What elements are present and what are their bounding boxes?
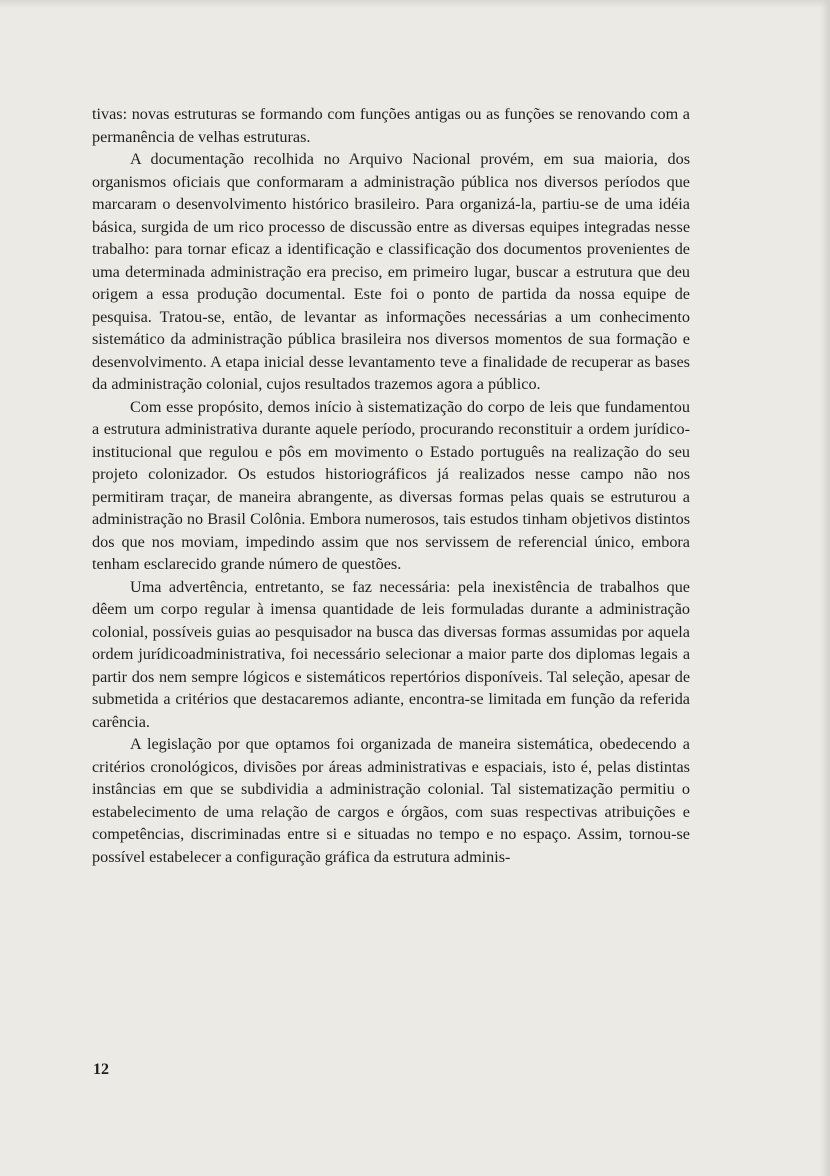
paragraph-purpose: Com esse propósito, demos início à sistematização do corpo de leis que fundamentou a estrutura administrativa durante aquele período, procurando reconstituir a ordem jurídico-institucional que regulou e pôs em movimento o Estado português na realização do seu projeto colonizador. Os estudos historiográficos já realizados nesse campo não nos permitiram traçar, de maneira abrangente, as diversas formas pelas quais se estruturou a administração no Brasil Colônia. Embora numerosos, tais estudos tinham objetivos distintos dos que nos moviam, impedindo assim que nos servissem de referencial único, embora tenham esclarecido grande número de questões. <box>92 397 690 573</box>
page-number: 12 <box>93 1061 109 1078</box>
paragraph-documentation: A documentação recolhida no Arquivo Nacional provém, em sua maioria, dos organismos oficiais que conformaram a administração pública nos diversos períodos que marcaram o desenvolvimento histórico brasileiro. Para organizá-la, partiu-se de uma idéia básica, surgida de um rico processo de discussão entre as diversas equipes integradas nesse trabalho: para tornar eficaz a identificação e classificação dos documentos provenientes de uma determinada administração era preciso, em primeiro lugar, buscar a estrutura que deu origem a essa produção documental. Este foi o ponto de partida da nossa equipe de pesquisa. Tratou-se, então, de levantar as informações necessárias a um conhecimento sistemático da administração pública brasileira nos diversos momentos de sua formação e desenvolvimento. A etapa inicial desse levantamento teve a finalidade de recuperar as bases da administração colonial, cujos resultados trazemos agora a público. <box>92 150 690 393</box>
paragraph-warning: Uma advertência, entretanto, se faz necessária: pela inexistência de trabalhos que dêem um corpo regular à imensa quantidade de leis formuladas durante a administração colonial, possíveis guias ao pesquisador na busca das diversas formas assumidas por aquela ordem jurídicoadministrativa, foi necessário selecionar a maior parte dos diplomas legais a partir dos nem sempre lógicos e sistemáticos repertórios disponíveis. Tal seleção, apesar de submetida a critérios que destacaremos adiante, encontra-se limitada em função da referida carência. <box>92 577 690 731</box>
body-text <box>92 103 690 868</box>
page-shadow-top <box>0 0 830 8</box>
paragraph-continuation: tivas: novas estruturas se formando com funções antigas ou as funções se renovando com a permanência de velhas estruturas. <box>92 105 690 146</box>
paragraph-legislation: A legislação por que optamos foi organizada de maneira sistemática, obedecendo a critérios cronológicos, divisões por áreas administrativas e espaciais, isto é, pelas distintas instâncias em que se subdividia a administração colonial. Tal sistematização permitiu o estabelecimento de uma relação de cargos e órgãos, com suas respectivas atribuições e competências, discriminadas entre si e situadas no tempo e no espaço. Assim, tornou-se possível estabelecer a configuração gráfica da estrutura adminis- <box>92 735 690 866</box>
page-shadow-right <box>820 0 830 1176</box>
